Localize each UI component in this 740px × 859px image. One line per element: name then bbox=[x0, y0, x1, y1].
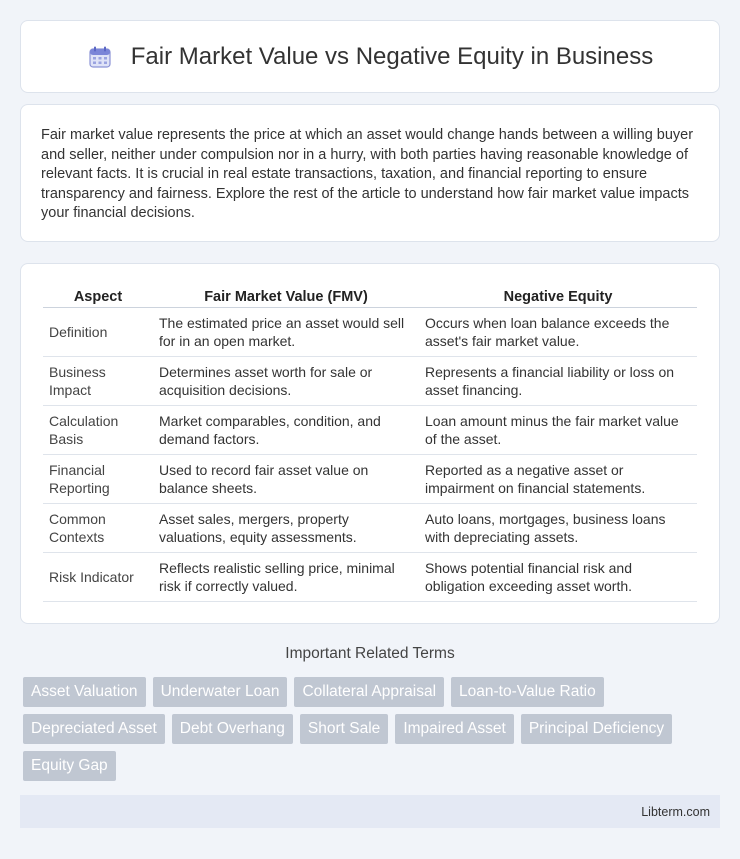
table-row bbox=[43, 357, 697, 406]
fmv-cell: Determines asset worth for sale or acquisition decisions. bbox=[153, 357, 419, 406]
header-fmv: Fair Market Value (FMV) bbox=[153, 285, 419, 308]
negative-equity-cell: Occurs when loan balance exceeds the asset's fair market value. bbox=[419, 308, 697, 357]
related-term-tag[interactable]: Short Sale bbox=[300, 714, 388, 744]
related-term-tag[interactable]: Underwater Loan bbox=[153, 677, 288, 707]
intro-text: Fair market value represents the price at which an asset would change hands between a willing buyer and seller, neither under compulsion nor in a hurry, with both parties having reasonable knowledge of relevant facts. It is crucial in real estate transactions, taxation, and financial reporting to ensure transparency and fairness. Explore the rest of the article to understand how fair market value impacts your financial decisions. bbox=[41, 127, 694, 221]
fmv-cell: Asset sales, mergers, property valuations, equity assessments. bbox=[153, 504, 419, 553]
aspect-cell: Calculation Basis bbox=[43, 406, 153, 455]
negative-equity-cell: Shows potential financial risk and obligation exceeding asset worth. bbox=[419, 553, 697, 602]
page-title: Fair Market Value vs Negative Equity in Business bbox=[130, 42, 654, 70]
aspect-cell: Common Contexts bbox=[43, 504, 153, 553]
related-terms-title: Important Related Terms bbox=[285, 645, 455, 662]
table-row bbox=[43, 504, 697, 553]
related-term-tag[interactable]: Debt Overhang bbox=[172, 714, 293, 744]
table-row bbox=[43, 455, 697, 504]
calendar-icon bbox=[87, 44, 113, 70]
negative-equity-cell: Reported as a negative asset or impairment on financial statements. bbox=[419, 455, 697, 504]
related-term-tag[interactable]: Loan-to-Value Ratio bbox=[451, 677, 604, 707]
negative-equity-cell: Loan amount minus the fair market value of the asset. bbox=[419, 406, 697, 455]
related-term-tag[interactable]: Impaired Asset bbox=[395, 714, 514, 744]
related-terms-list bbox=[23, 677, 723, 781]
aspect-cell: Business Impact bbox=[43, 357, 153, 406]
header-aspect: Aspect bbox=[43, 285, 153, 308]
table-row bbox=[43, 406, 697, 455]
footer bbox=[20, 795, 720, 828]
table-header-row bbox=[43, 285, 697, 308]
aspect-cell: Risk Indicator bbox=[43, 553, 153, 602]
footer-brand-link[interactable]: Libterm.com bbox=[641, 804, 710, 819]
table-row bbox=[43, 308, 697, 357]
table-row bbox=[43, 553, 697, 602]
comparison-table bbox=[43, 285, 697, 602]
comparison-table-card bbox=[20, 263, 720, 624]
related-term-tag[interactable]: Equity Gap bbox=[23, 751, 116, 781]
related-term-tag[interactable]: Collateral Appraisal bbox=[294, 677, 444, 707]
fmv-cell: Market comparables, condition, and demand factors. bbox=[153, 406, 419, 455]
negative-equity-cell: Auto loans, mortgages, business loans with depreciating assets. bbox=[419, 504, 697, 553]
aspect-cell: Financial Reporting bbox=[43, 455, 153, 504]
related-term-tag[interactable]: Principal Deficiency bbox=[521, 714, 672, 744]
negative-equity-cell: Represents a financial liability or loss on asset financing. bbox=[419, 357, 697, 406]
aspect-cell: Definition bbox=[43, 308, 153, 357]
related-term-tag[interactable]: Depreciated Asset bbox=[23, 714, 165, 744]
fmv-cell: The estimated price an asset would sell for in an open market. bbox=[153, 308, 419, 357]
fmv-cell: Reflects realistic selling price, minimal risk if correctly valued. bbox=[153, 553, 419, 602]
related-term-tag[interactable]: Asset Valuation bbox=[23, 677, 146, 707]
title-wrap bbox=[87, 43, 653, 71]
header-card bbox=[20, 20, 720, 93]
header-negative-equity: Negative Equity bbox=[419, 285, 697, 308]
intro-card bbox=[20, 104, 720, 242]
fmv-cell: Used to record fair asset value on balance sheets. bbox=[153, 455, 419, 504]
